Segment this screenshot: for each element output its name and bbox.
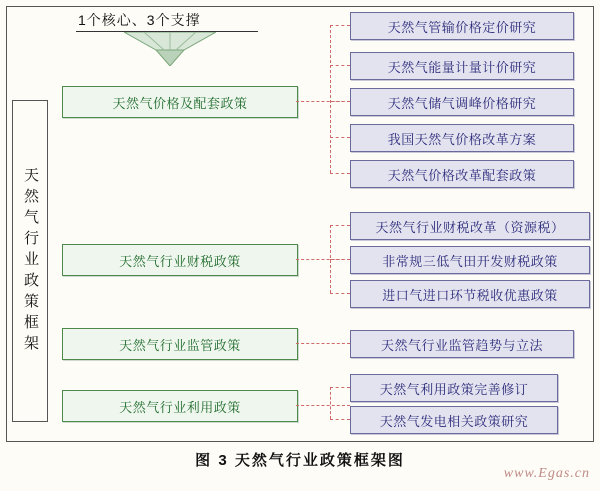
pillar-box-regulation-policy[interactable] [62, 328, 298, 360]
connector-g4-1 [330, 419, 350, 420]
connector-g1-0 [330, 25, 350, 26]
detail-label: 进口气进口环节税收优惠政策 [382, 287, 558, 303]
watermark-text: www.Egas.cn [503, 466, 590, 481]
detail-box-g1-0[interactable] [350, 12, 574, 40]
detail-box-g1-2[interactable] [350, 88, 574, 116]
connector-g4-0 [330, 387, 350, 388]
connector-g1-4 [330, 173, 350, 174]
pillar-box-price-policy[interactable] [62, 86, 298, 118]
pillar-label: 天然气行业财税政策 [119, 253, 241, 269]
pillar-label: 天然气价格及配套政策 [112, 95, 248, 111]
funnel-icon [124, 32, 216, 66]
connector-g1-spine [330, 25, 331, 173]
connector-g4-main [296, 405, 350, 406]
connector-g4-spine [330, 387, 331, 419]
connector-g1-2 [330, 101, 350, 102]
connector-g3-main [296, 343, 350, 344]
detail-label: 天然气价格改革配套政策 [387, 167, 537, 183]
connector-g2-2 [330, 293, 350, 294]
detail-label: 我国天然气价格改革方案 [387, 131, 537, 147]
pillar-box-fiscal-policy[interactable] [62, 244, 298, 276]
figure-caption: 图 3 天然气行业政策框架图 [195, 452, 405, 469]
detail-label: 天然气能量计量计价研究 [387, 59, 537, 75]
detail-box-g2-0[interactable] [350, 212, 590, 240]
pillar-label: 天然气行业利用政策 [119, 399, 241, 415]
pillar-label: 天然气行业监管政策 [119, 337, 241, 353]
connector-g2-0 [330, 225, 350, 226]
detail-box-g2-2[interactable] [350, 280, 590, 308]
detail-label: 天然气利用政策完善修订 [379, 381, 529, 397]
detail-box-g4-0[interactable] [350, 374, 558, 402]
detail-label: 非常规三低气田开发财税政策 [382, 253, 558, 269]
detail-label: 天然气行业监管趋势与立法 [380, 337, 543, 353]
detail-label: 天然气管输价格定价研究 [387, 19, 537, 35]
connector-g1-1 [330, 65, 350, 66]
detail-box-g4-1[interactable] [350, 406, 558, 434]
connector-g2-1 [330, 259, 350, 260]
detail-box-g1-1[interactable] [350, 52, 574, 80]
header-label: 1个核心、3个支撑 [78, 12, 201, 28]
pillar-box-utilization-policy[interactable] [62, 390, 298, 422]
left-vertical-title-text: 天然气行业政策框架 [22, 166, 39, 356]
detail-box-g1-3[interactable] [350, 124, 574, 152]
detail-label: 天然气发电相关政策研究 [379, 413, 529, 429]
detail-label: 天然气储气调峰价格研究 [387, 95, 537, 111]
connector-g1-3 [330, 137, 350, 138]
detail-box-g2-1[interactable] [350, 246, 590, 274]
detail-label: 天然气行业财税改革（资源税） [375, 219, 565, 235]
detail-box-g1-4[interactable] [350, 160, 574, 188]
left-vertical-title [12, 100, 48, 422]
detail-box-g3-0[interactable] [350, 330, 574, 358]
